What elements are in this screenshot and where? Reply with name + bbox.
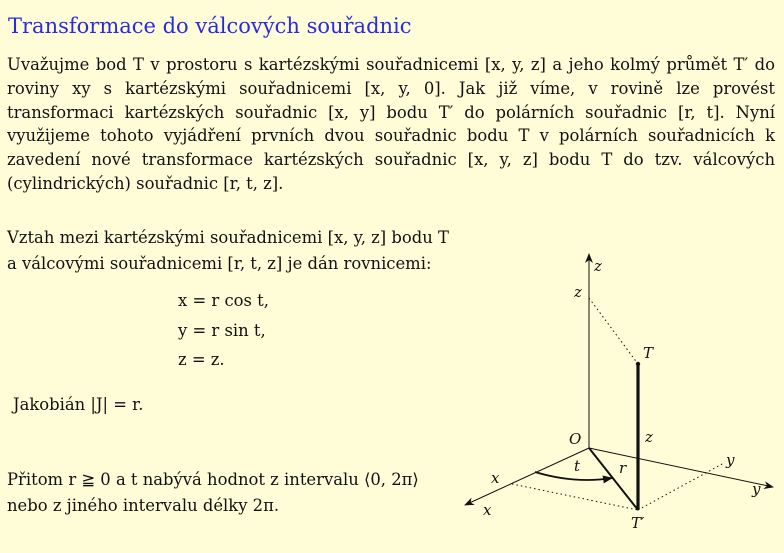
intro-paragraph: Uvažujme bod T v prostoru s kartézskými souřadnicemi [x, y, z] a jeho kolmý průmět T′ do roviny xy s kartézskými souřadnicemi [x, y, 0]. Jak již víme, v rovině lze provést transformaci kartézských souřadnic [x, y] bodu T′ do polárních souřadnic [r, t]. Nyní využijeme tohoto vyjádření prvních dvou souřadnic bodu T v polárních souřadnicích k zavedení nové transformace kartézských souřadnic [x, y, z] bodu T do tzv. válcových (cylindrických) souřadnic [r, t, z]. xyxy=(7,55,775,193)
y-tick-label: y xyxy=(726,451,735,469)
point-T-label: T xyxy=(643,344,654,362)
radius-r-label: r xyxy=(619,459,627,477)
z-tick-label: z xyxy=(574,283,582,301)
z-projection-dotted xyxy=(589,298,638,364)
range-paragraph: Přitom r ≧ 0 a t nabývá hodnot z intervalu ⟨0, 2π⟩ nebo z jiného intervalu délky 2π. xyxy=(7,470,419,515)
z-segment-label: z xyxy=(645,428,653,446)
x-axis-label: x xyxy=(483,501,492,519)
x-tick-label: x xyxy=(491,469,500,487)
equation-x: x = r cos t, xyxy=(178,291,269,310)
cylindrical-coordinates-diagram xyxy=(455,240,784,553)
z-axis-label: z xyxy=(594,257,602,275)
page-title: Transformace do válcových souřadnic xyxy=(8,14,412,38)
equation-y: y = r sin t, xyxy=(178,321,266,340)
relation-paragraph: Vztah mezi kartézskými souřadnicemi [x, y, z] bodu T a válcovými souřadnicemi [r, t, z] je dán rovnicemi: xyxy=(7,228,449,273)
y-axis-line xyxy=(589,448,773,487)
angle-t-label: t xyxy=(574,457,581,475)
jacobian-text: Jakobián |J| = r. xyxy=(13,395,144,414)
equation-z: z = z. xyxy=(178,350,225,369)
y-projection-dotted xyxy=(638,463,724,510)
origin-label: O xyxy=(569,430,582,448)
point-T-prime-label: T′ xyxy=(631,514,645,532)
x-projection-dotted xyxy=(512,484,638,510)
point-T-marker xyxy=(636,362,640,366)
y-axis-label: y xyxy=(752,480,761,498)
